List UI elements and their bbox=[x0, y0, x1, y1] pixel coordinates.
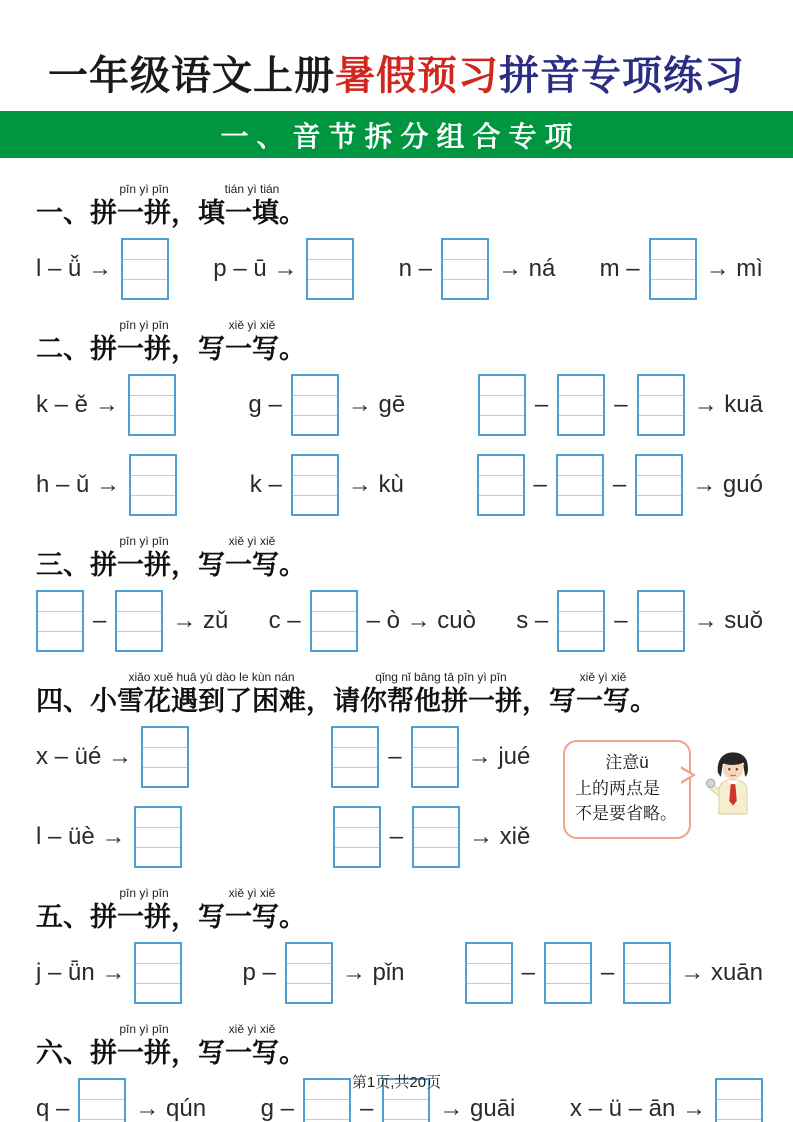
heading-text: 写一写。 bbox=[198, 550, 306, 580]
exercise-text: → xuān bbox=[680, 959, 763, 986]
exercise-item bbox=[36, 942, 182, 1004]
section-heading bbox=[36, 534, 763, 582]
heading-segment bbox=[198, 1022, 306, 1070]
answer-box[interactable] bbox=[128, 374, 176, 436]
section-banner bbox=[0, 111, 793, 158]
page-title-part-2: 暑假预习 bbox=[335, 54, 499, 98]
exercise-text: x – üé → bbox=[36, 743, 133, 770]
exercise-text: – bbox=[612, 471, 627, 498]
exercise-text: – bbox=[521, 959, 535, 986]
exercise-text: p – ū → bbox=[213, 255, 298, 282]
section-heading bbox=[36, 670, 763, 718]
answer-box[interactable] bbox=[478, 374, 526, 436]
answer-box[interactable] bbox=[331, 726, 379, 788]
exercise-row bbox=[36, 454, 763, 516]
heading-segment bbox=[36, 900, 90, 934]
answer-box[interactable] bbox=[121, 238, 169, 300]
heading-text: 请你帮他拼一拼， bbox=[333, 686, 549, 716]
exercise-text: – bbox=[93, 607, 107, 634]
answer-box[interactable] bbox=[635, 454, 683, 516]
exercise-text: → guó bbox=[692, 471, 763, 498]
exercise-item bbox=[333, 806, 531, 868]
speech-bubble-line: 注意ü bbox=[605, 753, 649, 772]
exercise-item bbox=[36, 806, 182, 868]
exercise-text: – bbox=[359, 1095, 374, 1122]
answer-box[interactable] bbox=[36, 590, 84, 652]
answer-box[interactable] bbox=[477, 454, 525, 516]
rows-wrap bbox=[36, 374, 763, 516]
exercise-item bbox=[465, 942, 763, 1004]
exercise-text: k – ě → bbox=[36, 391, 119, 418]
speech-bubble bbox=[563, 740, 691, 839]
heading-text: 填一填。 bbox=[198, 198, 306, 228]
heading-pinyin: xiě yì xiě bbox=[228, 318, 276, 332]
exercise-text: → guāi bbox=[439, 1095, 516, 1122]
heading-pinyin: xiě yì xiě bbox=[228, 886, 276, 900]
exercise-text: → kù bbox=[347, 471, 404, 498]
exercise-text: – bbox=[534, 391, 549, 418]
heading-segment bbox=[36, 196, 90, 230]
exercise-text: → mì bbox=[705, 255, 763, 282]
exercise-section-1 bbox=[36, 182, 763, 300]
heading-segment bbox=[198, 886, 306, 934]
heading-pinyin: pīn yì pīn bbox=[119, 534, 169, 548]
heading-segment bbox=[90, 534, 198, 582]
exercise-row bbox=[36, 726, 530, 788]
heading-segment bbox=[90, 1022, 198, 1070]
heading-text: 写一写。 bbox=[198, 902, 306, 932]
exercise-text: – bbox=[614, 607, 628, 634]
heading-text: 拼一拼， bbox=[90, 198, 198, 228]
exercise-text: → pǐn bbox=[341, 959, 405, 986]
exercise-item bbox=[36, 590, 228, 652]
heading-text: 四、 bbox=[36, 686, 90, 716]
exercise-item bbox=[269, 590, 476, 652]
heading-text: 写一写。 bbox=[198, 1038, 306, 1068]
rows-wrap bbox=[36, 942, 763, 1004]
heading-segment bbox=[90, 318, 198, 366]
answer-box[interactable] bbox=[129, 454, 177, 516]
answer-box[interactable] bbox=[441, 238, 489, 300]
heading-segment bbox=[36, 332, 90, 366]
answer-box[interactable] bbox=[623, 942, 671, 1004]
page-title-part-1: 一年级语文上册 bbox=[48, 54, 335, 98]
exercise-section-3 bbox=[36, 534, 763, 652]
answer-box[interactable] bbox=[134, 806, 182, 868]
rows-wrap bbox=[36, 590, 763, 652]
exercise-text: → qún bbox=[135, 1095, 207, 1122]
page-title-part-3: 拼音专项练习 bbox=[499, 54, 745, 98]
heading-segment bbox=[90, 182, 198, 230]
heading-text: 拼一拼， bbox=[90, 902, 198, 932]
heading-segment bbox=[36, 1036, 90, 1070]
exercise-text: s – bbox=[516, 607, 549, 634]
answer-box[interactable] bbox=[649, 238, 697, 300]
heading-pinyin: pīn yì pīn bbox=[119, 886, 169, 900]
heading-text: 小雪花遇到了困难， bbox=[90, 686, 333, 716]
exercise-text: l – üè → bbox=[36, 823, 126, 850]
exercise-section-5 bbox=[36, 886, 763, 1004]
exercise-text: → ná bbox=[497, 255, 556, 282]
exercise-row bbox=[36, 374, 763, 436]
section-heading bbox=[36, 182, 763, 230]
answer-box[interactable] bbox=[285, 942, 333, 1004]
exercise-item bbox=[478, 374, 763, 436]
exercise-item bbox=[477, 454, 763, 516]
heading-text: 写一写。 bbox=[198, 334, 306, 364]
note-callout bbox=[563, 740, 761, 839]
exercise-text: → gē bbox=[347, 391, 406, 418]
heading-segment bbox=[333, 670, 549, 718]
exercise-text: – bbox=[614, 391, 628, 418]
exercise-text: c – bbox=[268, 607, 301, 634]
exercise-item bbox=[36, 454, 177, 516]
heading-text: 二、 bbox=[36, 334, 90, 364]
exercise-row bbox=[36, 942, 763, 1004]
heading-segment bbox=[549, 670, 657, 718]
heading-pinyin: pīn yì pīn bbox=[119, 1022, 169, 1036]
exercise-text: n – bbox=[398, 255, 432, 282]
heading-pinyin: xiě yì xiě bbox=[579, 670, 627, 684]
answer-box[interactable] bbox=[557, 374, 605, 436]
heading-text: 拼一拼， bbox=[90, 1038, 198, 1068]
exercise-item bbox=[250, 454, 404, 516]
exercise-text: k – bbox=[249, 471, 282, 498]
heading-pinyin: xiě yì xiě bbox=[228, 534, 276, 548]
answer-box[interactable] bbox=[637, 590, 685, 652]
heading-segment bbox=[90, 670, 333, 718]
exercise-text: q – bbox=[36, 1095, 70, 1122]
exercise-item bbox=[36, 238, 169, 300]
heading-pinyin: xiě yì xiě bbox=[228, 1022, 276, 1036]
rows-wrap bbox=[36, 726, 530, 868]
exercise-text: → zǔ bbox=[172, 607, 229, 634]
exercise-item bbox=[331, 726, 530, 788]
pointing-kid-illustration bbox=[705, 748, 761, 824]
exercise-text: → jué bbox=[467, 743, 531, 770]
answer-box[interactable] bbox=[465, 942, 513, 1004]
exercise-item bbox=[248, 374, 405, 436]
exercise-item bbox=[242, 942, 404, 1004]
speech-bubble-line: 上的两点是 bbox=[575, 778, 660, 798]
section-heading bbox=[36, 318, 763, 366]
exercise-text: p – bbox=[242, 959, 276, 986]
exercise-text: – bbox=[389, 823, 403, 850]
answer-box[interactable] bbox=[412, 806, 460, 868]
exercise-text: → suǒ bbox=[693, 607, 763, 634]
heading-text: 拼一拼， bbox=[90, 334, 198, 364]
exercise-text: x – ü – ān → bbox=[569, 1095, 706, 1122]
exercise-item bbox=[600, 238, 763, 300]
heading-text: 一、 bbox=[36, 198, 90, 228]
heading-segment bbox=[90, 886, 198, 934]
exercise-item bbox=[36, 374, 176, 436]
exercise-text: m – bbox=[599, 255, 640, 282]
exercise-item bbox=[399, 238, 556, 300]
heading-text: 五、 bbox=[36, 902, 90, 932]
heading-pinyin: tián yì tián bbox=[224, 182, 280, 196]
answer-box[interactable] bbox=[115, 590, 163, 652]
answer-box[interactable] bbox=[556, 454, 604, 516]
exercise-text: g – bbox=[260, 1095, 294, 1122]
answer-box[interactable] bbox=[310, 590, 358, 652]
heading-pinyin: qǐng nǐ bāng tā pīn yì pīn bbox=[375, 670, 507, 684]
exercise-section-2 bbox=[36, 318, 763, 516]
exercise-text: l – ǚ → bbox=[36, 255, 113, 282]
heading-segment bbox=[36, 548, 90, 582]
exercise-section-4 bbox=[36, 670, 763, 868]
speech-bubble-line: 不是要省略。 bbox=[575, 804, 677, 823]
exercise-item bbox=[36, 726, 189, 788]
heading-pinyin: xiǎo xuě huā yù dào le kùn nán bbox=[128, 670, 295, 684]
answer-box[interactable] bbox=[291, 454, 339, 516]
answer-box[interactable] bbox=[411, 726, 459, 788]
exercise-row bbox=[36, 590, 763, 652]
exercise-text: → xiě bbox=[469, 823, 531, 850]
exercise-text: j – ǖn → bbox=[36, 959, 126, 986]
answer-box[interactable] bbox=[333, 806, 381, 868]
answer-box[interactable] bbox=[306, 238, 354, 300]
rows-wrap bbox=[36, 238, 763, 300]
heading-text: 三、 bbox=[36, 550, 90, 580]
heading-segment bbox=[198, 318, 306, 366]
answer-box[interactable] bbox=[557, 590, 605, 652]
answer-box[interactable] bbox=[544, 942, 592, 1004]
exercise-text: g – bbox=[248, 391, 282, 418]
banner-text: 一、音节拆分组合专项 bbox=[220, 120, 581, 152]
heading-segment bbox=[198, 182, 306, 230]
exercise-text: → kuā bbox=[693, 391, 763, 418]
exercise-row bbox=[36, 238, 763, 300]
exercise-text: – bbox=[388, 743, 402, 770]
page-title bbox=[0, 44, 793, 101]
answer-box[interactable] bbox=[134, 942, 182, 1004]
exercise-row bbox=[36, 806, 530, 868]
heading-pinyin: pīn yì pīn bbox=[119, 318, 169, 332]
exercise-text: – bbox=[600, 959, 615, 986]
heading-segment bbox=[198, 534, 306, 582]
section-heading bbox=[36, 886, 763, 934]
heading-text: 六、 bbox=[36, 1038, 90, 1068]
heading-pinyin: pīn yì pīn bbox=[119, 182, 169, 196]
exercise-sections bbox=[0, 158, 793, 1122]
answer-box[interactable] bbox=[141, 726, 189, 788]
answer-box[interactable] bbox=[291, 374, 339, 436]
heading-segment bbox=[36, 684, 90, 718]
answer-box[interactable] bbox=[637, 374, 685, 436]
heading-text: 写一写。 bbox=[549, 686, 657, 716]
section-heading bbox=[36, 1022, 763, 1070]
exercise-text: – bbox=[533, 471, 547, 498]
exercise-text: – ò → cuò bbox=[366, 607, 477, 634]
page-number: 第1页,共20页 bbox=[351, 1074, 442, 1091]
exercise-item bbox=[213, 238, 354, 300]
exercise-item bbox=[516, 590, 763, 652]
exercise-text: h – ǔ → bbox=[36, 471, 121, 498]
heading-text: 拼一拼， bbox=[90, 550, 198, 580]
